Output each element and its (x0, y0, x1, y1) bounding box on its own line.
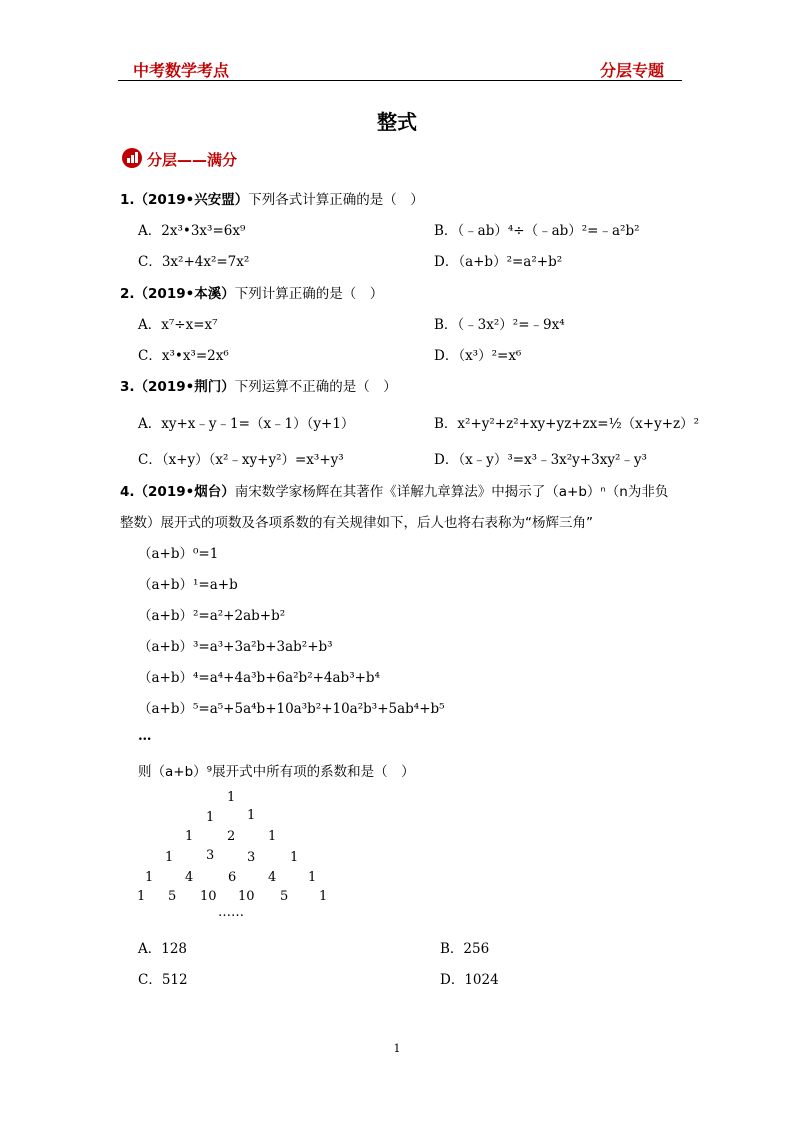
option-a[interactable]: A．x⁷÷x=x⁷ (138, 317, 218, 333)
expansion-line: （a+b）³=a³+3a²b+3ab²+b³ (138, 639, 333, 655)
question-stem: 南宋数学家杨辉在其著作《详解九章算法》中揭示了（a+b）ⁿ（n为非负 (234, 484, 669, 500)
header-rule (118, 80, 682, 81)
question-stem-continued: 整数）展开式的项数及各项系数的有关规律如下，后人也将右表称为“杨辉三角” (120, 515, 593, 531)
option-a[interactable]: A．128 (138, 941, 188, 957)
header-left: 中考数学考点 (133, 61, 230, 80)
triangle-number: 10 (238, 889, 255, 904)
option-b[interactable]: B．256 (440, 941, 490, 957)
triangle-number: 1 (308, 870, 317, 885)
triangle-number: 6 (228, 870, 237, 885)
triangle-number: 1 (268, 829, 277, 844)
question-3 (120, 375, 397, 395)
question-number: 2. (120, 286, 135, 302)
triangle-number: 1 (290, 850, 299, 865)
triangle-number: 1 (227, 790, 236, 805)
option-d[interactable]: D．1024 (440, 972, 499, 988)
question-number: 1. (120, 192, 135, 208)
option-a[interactable]: A．2x³•3x³=6x⁹ (138, 223, 246, 239)
triangle-number: 5 (280, 889, 289, 904)
option-c[interactable]: C．3x²+4x²=7x² (138, 254, 250, 270)
triangle-number: 2 (227, 829, 236, 844)
triangle-number: 5 (168, 889, 177, 904)
section-heading: 分层——满分 (147, 151, 238, 169)
option-b[interactable]: B．x²+y²+z²+xy+yz+zx=½（x+y+z）² (434, 416, 700, 432)
triangle-number: 1 (185, 829, 194, 844)
page-number: 1 (393, 1042, 401, 1055)
question-ask: 则（a+b）⁹展开式中所有项的系数和是（ ） (138, 764, 415, 780)
triangle-number: 3 (206, 848, 215, 863)
triangle-number: 1 (206, 810, 215, 825)
header-right: 分层专题 (600, 61, 665, 80)
triangle-number: 4 (268, 870, 277, 885)
triangle-number: 1 (247, 808, 256, 823)
expansion-line: （a+b）⁴=a⁴+4a³b+6a²b²+4ab³+b⁴ (138, 670, 380, 686)
option-d[interactable]: D．（x³）²=x⁶ (434, 348, 522, 364)
expansion-line: （a+b）¹=a+b (138, 577, 238, 593)
question-2 (120, 282, 383, 302)
expansion-line: （a+b）⁰=1 (138, 546, 219, 562)
expansion-line: （a+b）²=a²+2ab+b² (138, 608, 286, 624)
question-stem: 下列各式计算正确的是（ ） (248, 192, 424, 208)
expansion-line: （a+b）⁵=a⁵+5a⁴b+10a³b²+10a²b³+5ab⁴+b⁵ (138, 701, 445, 717)
section-bars-icon (122, 148, 142, 168)
option-c[interactable]: C．x³•x³=2x⁶ (138, 348, 229, 364)
question-source: （2019•烟台） (134, 484, 235, 500)
option-c[interactable]: C．512 (138, 972, 188, 988)
triangle-number: 1 (319, 889, 328, 904)
question-number: 3. (120, 379, 135, 395)
triangle-number: 1 (137, 889, 146, 904)
triangle-number: 1 (145, 870, 154, 885)
triangle-number: 3 (247, 850, 256, 865)
question-stem: 下列计算正确的是（ ） (234, 286, 384, 302)
question-source: （2019•荆门） (134, 379, 235, 395)
question-1 (120, 188, 424, 208)
triangle-ellipsis: …… (218, 905, 244, 920)
option-d[interactable]: D．（a+b）²=a²+b² (434, 254, 563, 270)
question-number: 4. (120, 484, 135, 500)
expansion-ellipsis: … (138, 728, 152, 744)
triangle-number: 1 (165, 850, 174, 865)
option-b[interactable]: B．（﹣ab）⁴÷（﹣ab）²=﹣a²b² (434, 223, 640, 239)
triangle-number: 10 (200, 889, 217, 904)
option-a[interactable]: A．xy+x﹣y﹣1=（x﹣1）（y+1） (138, 416, 355, 432)
option-d[interactable]: D．（x﹣y）³=x³﹣3x²y+3xy²﹣y³ (434, 452, 647, 468)
option-c[interactable]: C．（x+y）（x²﹣xy+y²）=x³+y³ (138, 452, 344, 468)
question-source: （2019•兴安盟） (134, 192, 249, 208)
page-title: 整式 (377, 110, 417, 134)
triangle-number: 4 (185, 870, 194, 885)
question-stem: 下列运算不正确的是（ ） (234, 379, 397, 395)
question-source: （2019•本溪） (134, 286, 235, 302)
option-b[interactable]: B．（﹣3x²）²=﹣9x⁴ (434, 317, 565, 333)
question-4 (120, 480, 668, 500)
